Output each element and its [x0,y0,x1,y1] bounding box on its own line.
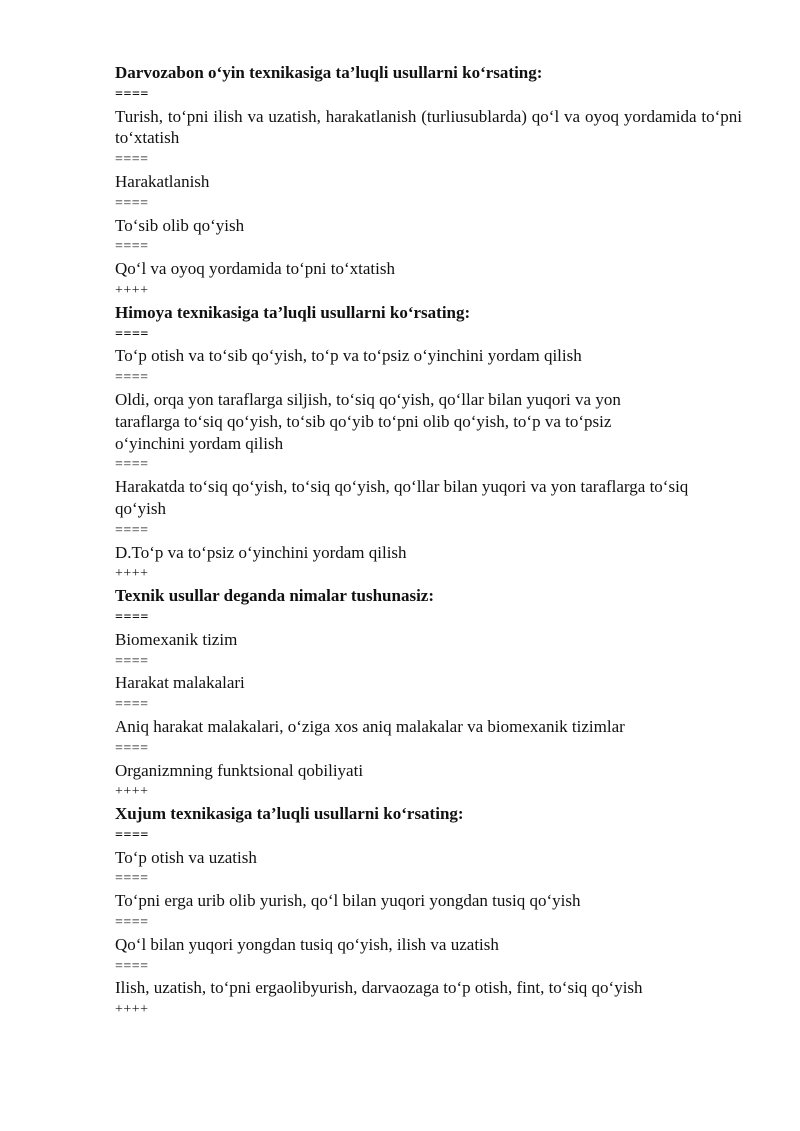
separator: ==== [115,609,149,625]
end-marker: ++++ [115,566,149,582]
question-block [115,62,742,302]
answer-option: Turish, to‘pni ilish va uzatish, harakatlanish (turliusublarda) qo‘l va oyoq yordamida to‘pni to‘xtatish [115,106,742,148]
answer-option: To‘p otish va to‘sib qo‘yish, to‘p va to‘psiz o‘yinchini yordam qilish [115,346,582,366]
answer-option: To‘sib olib qo‘yish [115,215,245,235]
end-marker: ++++ [115,1002,149,1018]
document-page [115,62,742,1021]
answer-option: Harakatlanish [115,171,210,191]
separator: ==== [115,522,149,538]
question-text: Xujum texnikasiga ta’luqli usullarni ko‘rsating: [115,804,464,824]
question-text: Darvozabon o‘yin texnikasiga ta’luqli usullarni ko‘rsating: [115,63,543,82]
question-block [115,585,742,803]
separator: ==== [115,152,149,168]
question-text: Himoya texnikasiga ta’luqli usullarni ko‘rsating: [115,302,471,322]
separator: ==== [115,457,149,473]
answer-option: To‘p otish va uzatish [115,847,257,867]
separator: ==== [115,871,149,887]
answer-option: To‘pni erga urib olib yurish, qo‘l bilan yuqori yongdan tusiq qo‘yish [115,891,581,911]
separator: ==== [115,370,149,386]
question-block [115,302,742,585]
answer-option: Biomexanik tizim [115,629,238,649]
separator: ==== [115,958,149,974]
separator: ==== [115,740,149,756]
answer-option: D.To‘p va to‘psiz o‘yinchini yordam qilish [115,542,407,562]
separator: ==== [115,326,149,342]
separator: ==== [115,915,149,931]
question-block [115,803,742,1021]
separator: ==== [115,239,149,255]
answer-option: Qo‘l bilan yuqori yongdan tusiq qo‘yish, ilish va uzatish [115,934,499,954]
answer-option: Harakat malakalari [115,673,245,693]
separator: ==== [115,827,149,843]
separator: ==== [115,86,149,102]
end-marker: ++++ [115,282,149,298]
answer-option: Harakatda to‘siq qo‘yish, to‘siq qo‘yish, qo‘llar bilan yuqori va yon taraflarga to‘siq qo‘yish [115,477,689,518]
separator: ==== [115,697,149,713]
separator: ==== [115,195,149,211]
separator: ==== [115,653,149,669]
answer-option: Qo‘l va oyoq yordamida to‘pni to‘xtatish [115,259,395,279]
answer-option: Oldi, orqa yon taraflarga siljish, to‘siq qo‘yish, qo‘llar bilan yuqori va yon taraflarga to‘siq qo‘yish, to‘sib qo‘yib to‘pni olib qo‘yish, to‘p va to‘psiz o‘yinchini yordam qilish [115,389,621,453]
question-text: Texnik usullar deganda nimalar tushunasiz: [115,586,435,606]
answer-option: Aniq harakat malakalari, o‘ziga xos aniq malakalar va biomexanik tizimlar [115,716,625,736]
answer-option: Organizmning funktsional qobiliyati [115,760,364,780]
end-marker: ++++ [115,784,149,800]
answer-option: Ilish, uzatish, to‘pni ergaolibyurish, darvaozaga to‘p otish, fint, to‘siq qo‘yish [115,978,643,998]
